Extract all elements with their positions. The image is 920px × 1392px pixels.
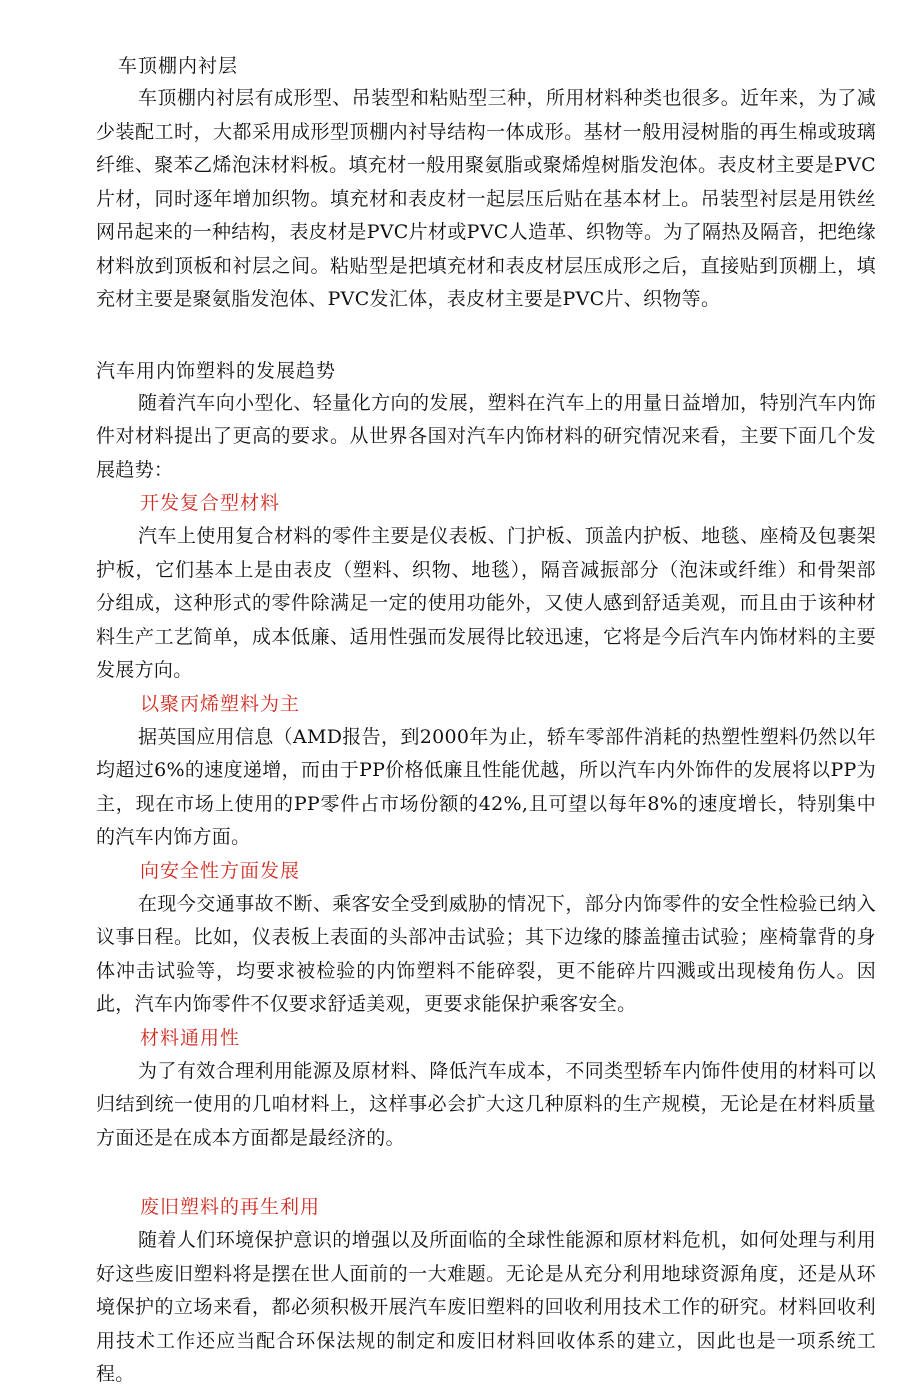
paragraph-composite-materials: 汽车上使用复合材料的零件主要是仪表板、门护板、顶盖内护板、地毯、座椅及包裹架护板，它们基本上是由表皮（塑料、织物、地毯），隔音减振部分（泡沫或纤维）和骨架部分组成，这种形式的零件除满足一定的使用功能外，又使人感到舒适美观，而且由于该种材料生产工艺简单，成本低廉、适用性强而发展得比较迅速，它将是今后汽车内饰材料的主要发展方向。 <box>96 525 876 681</box>
section-title-headliner-lining: 车顶棚内衬层 <box>118 55 239 77</box>
section-spacer <box>96 1155 876 1191</box>
paragraph-recycling: 随着人们环境保护意识的增强以及所面临的全球性能源和原材料危机，如何处理与利用好这些废旧塑料将是摆在世人面前的一大难题。无论是从充分利用地球资源角度，还是从环境保护的立场来看，都必须积极开展汽车废旧塑料的回收利用技术工作的研究。材料回收利用技术工作还应当配合环保法规的制定和废旧材料回收体系的建立，因此也是一项系统工程。 <box>96 1229 876 1385</box>
subheading-material-universality: 材料通用性 <box>140 1026 241 1049</box>
section-title-trends: 汽车用内饰塑料的发展趋势 <box>96 359 337 382</box>
subheading-polypropylene: 以聚丙烯塑料为主 <box>140 692 301 715</box>
paragraph-polypropylene: 据英国应用信息（AMD报告，到2000年为止，轿车零部件消耗的热塑性塑料仍然以年均超过6%的速度递增，而由于PP价格低廉且性能优越，所以汽车内外饰件的发展将以PP为主，现在市场上使用的PP零件占市场份额的42%,且可望以每年8%的速度增长，特别集中的汽车内饰方面。 <box>96 725 876 848</box>
paragraph-headliner-lining: 车顶棚内衬层有成形型、吊装型和粘贴型三种，所用材料种类也很多。近年来，为了减少装配工时，大都采用成形型顶棚内衬导结构一体成形。基材一般用浸树脂的再生棉或玻璃纤维、聚苯乙烯泡沫材料板。填充材一般用聚氨脂或聚烯煌树脂发泡体。表皮材主要是PVC片材，同时逐年增加织物。填充材和表皮材一起层压后贴在基本材上。吊装型衬层是用铁丝网吊起来的一种结构，表皮材是PVC片材或PVC人造革、织物等。为了隔热及隔音，把绝缘材料放到顶板和衬层之间。粘贴型是把填充材和表皮材层压成形之后，直接贴到顶棚上，填充材主要是聚氨脂发泡体、PVC发汇体，表皮材主要是PVC片、织物等。 <box>96 87 876 310</box>
paragraph-trends-intro: 随着汽车向小型化、轻量化方向的发展，塑料在汽车上的用量日益增加，特别汽车内饰件对材料提出了更高的要求。从世界各国对汽车内饰材料的研究情况来看，主要下面几个发展趋势： <box>96 391 876 481</box>
subheading-recycling: 废旧塑料的再生利用 <box>140 1196 321 1218</box>
document-page <box>96 50 876 1392</box>
paragraph-safety: 在现今交通事故不断、乘客安全受到威胁的情况下，部分内饰零件的安全性检验已纳入议事日程。比如，仪表板上表面的头部冲击试验；其下边缘的膝盖撞击试验；座椅靠背的身体冲击试验等，均要求被检验的内饰塑料不能碎裂，更不能碎片四溅或出现棱角伤人。因此，汽车内饰零件不仅要求舒适美观，更要求能保护乘客安全。 <box>96 892 876 1015</box>
subheading-composite-materials: 开发复合型材料 <box>140 492 281 514</box>
subheading-safety: 向安全性方面发展 <box>140 859 301 882</box>
section-spacer <box>96 317 876 355</box>
paragraph-material-universality: 为了有效合理利用能源及原材料、降低汽车成本，不同类型轿车内饰件使用的材料可以归结到统一使用的几咱材料上，这样事必会扩大这几种原料的生产规模，无论是在材料质量方面还是在成本方面都是最经济的。 <box>96 1059 876 1149</box>
